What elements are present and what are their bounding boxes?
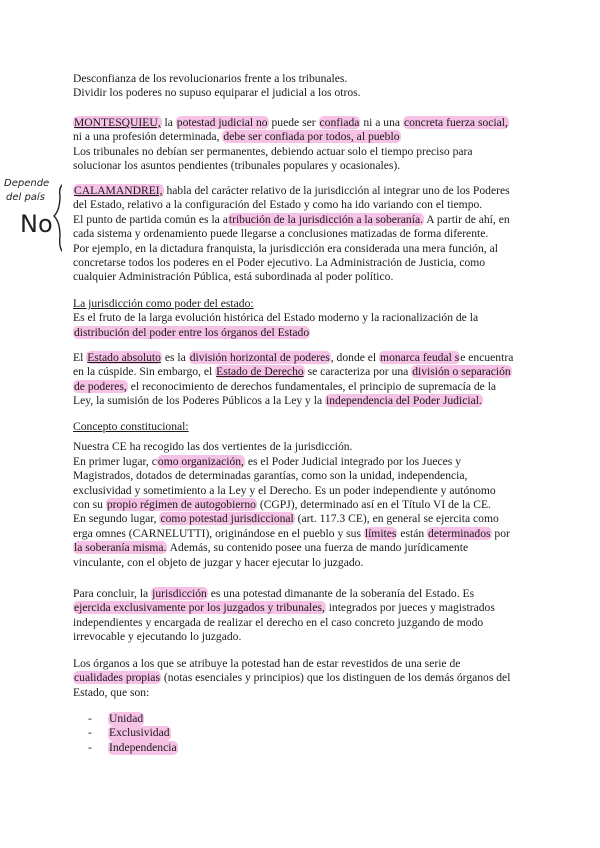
intro-line-1: Desconfianza de los revolucionarios frente a los tribunales. xyxy=(73,72,348,85)
montesquieu-paragraph xyxy=(73,116,525,174)
absoluto-line-1: El Estado absoluto es la división horizontal de poderes, donde el monarca feudal se encuentra xyxy=(73,351,514,364)
calamandrei-line-5: Por ejemplo, en la dictadura franquista, la jurisdicción era considerada una mera función, al xyxy=(73,241,498,255)
constitucional-heading: Concepto constitucional: xyxy=(73,420,189,433)
margin-note-no: No xyxy=(20,210,53,238)
constitucional-line-8: la soberanía misma. Además, su contenido posee una fuerza de mando jurídicamente xyxy=(74,541,469,555)
intro-line-2: Dividir los poderes no supuso equiparar el judicial a los otros. xyxy=(73,86,361,100)
calamandrei-line-3: El punto de partida común es la atribución de la jurisdicción a la soberanía. A partir de ahí, en xyxy=(73,212,510,226)
poder-estado-heading: La jurisdicción como poder del estado: xyxy=(73,297,254,310)
organos-paragraph xyxy=(73,657,525,700)
intro-paragraph xyxy=(73,72,525,101)
handwritten-margin-note xyxy=(2,174,62,264)
brace-icon xyxy=(54,182,62,256)
calamandrei-line-7: cualquier Administración Pública, está subordinada al poder político. xyxy=(73,270,394,284)
montesquieu-line-3: Los tribunales no debían ser permanentes, debiendo actuar solo el tiempo preciso para xyxy=(73,144,473,158)
calamandrei-line-6: concretarse todos los poderes en el Poder ejecutivo. La Administración de Justicia, como xyxy=(73,256,486,270)
calamandrei-line-2: del Estado, relativo a la configuración del Estado y como ha ido variando con el tiempo. xyxy=(73,198,483,212)
montesquieu-line-2: ni a una profesión determinada, debe ser confiada por todos, al pueblo xyxy=(73,130,400,144)
calamandrei-line-4: cada sistema y ordenamiento puede llegarse a conclusiones matizadas de forma diferente. xyxy=(73,227,489,241)
poder-estado-line-2: distribución del poder entre los órganos del Estado xyxy=(74,325,310,339)
list-item-label: Exclusividad xyxy=(109,726,170,740)
list-item: - Independencia xyxy=(88,740,177,754)
constitucional-line-9: vinculante, con el objeto de juzgar y hacer ejecutar lo juzgado. xyxy=(73,555,364,569)
constitucional-line-3: Magistrados, dotados de determinadas garantías, como son la unidad, independencia, xyxy=(73,469,468,483)
montesquieu-line-1: MONTESQUIEU, la potestad judicial no puede ser confiada ni a una concreta fuerza social, xyxy=(74,116,508,129)
constitucional-line-6: En segundo lugar, como potestad jurisdiccional (art. 117.3 CE), en general se ejercita como xyxy=(73,512,499,526)
organos-line-1: Los órganos a los que se atribuye la potestad han de estar revestidos de una serie de xyxy=(73,657,461,670)
poder-estado-line-1: Es el fruto de la larga evolución histórica del Estado moderno y la racionalización de la xyxy=(73,311,479,325)
organos-line-2: cualidades propias (notas esenciales y principios) que los distinguen de los demás órganos del xyxy=(74,671,511,685)
concepto-constitucional-section xyxy=(73,420,525,570)
montesquieu-line-4: solucionar los asuntos pendientes (tribunales populares y ocasionales). xyxy=(73,159,401,173)
montesquieu-name: MONTESQUIEU, xyxy=(74,116,161,129)
list-item-label: Independencia xyxy=(109,740,177,754)
constitucional-line-2: En primer lugar, como organización, es el Poder Judicial integrado por los Jueces y xyxy=(73,454,462,468)
concluir-paragraph xyxy=(73,587,525,645)
concluir-line-4: irrevocable y ejecutando lo juzgado. xyxy=(73,630,242,644)
list-item: - Exclusividad xyxy=(88,726,170,740)
absoluto-line-4: Ley, la sumisión de los Poderes Públicos a la Ley y la independencia del Poder Judicial. xyxy=(73,394,482,408)
calamandrei-line-1: CALAMANDREI, habla del carácter relativo de la jurisdicción al integrar uno de los Poderes xyxy=(74,184,510,197)
concluir-line-2: ejercida exclusivamente por los juzgados y tribunales, integrados por jueces y magistrados xyxy=(74,601,495,615)
absoluto-line-2: en la cúspide. Sin embargo, el Estado de Derecho se caracteriza por una división o separación xyxy=(73,365,511,379)
organos-line-3: Estado, que son: xyxy=(73,685,150,699)
constitucional-line-7: erga omnes (CARNELUTTI), originándose en el pueblo y sus límites están determinados por xyxy=(73,526,510,540)
margin-note-line1: Depende xyxy=(4,178,50,189)
margin-note-line2: del país xyxy=(6,192,45,203)
cualidades-list xyxy=(88,712,178,755)
list-item: - Unidad xyxy=(88,712,144,725)
concluir-line-3: independientes y encargada de realizar el derecho en el caso concreto juzgando de modo xyxy=(73,615,484,629)
calamandrei-paragraph xyxy=(73,184,525,285)
concluir-line-1: Para concluir, la jurisdicción es una potestad dimanante de la soberanía del Estado. Es xyxy=(73,587,475,600)
estado-absoluto-paragraph xyxy=(73,351,525,409)
calamandrei-name: CALAMANDREI, xyxy=(74,184,163,197)
list-item-label: Unidad xyxy=(109,712,144,725)
constitucional-line-4: exclusividad y sometimiento a la Ley y el Derecho. Es un poder independiente y autónomo xyxy=(73,483,496,497)
absoluto-line-3: de poderes, el reconocimiento de derechos fundamentales, el principio de supremacía de la xyxy=(74,379,497,393)
poder-estado-section xyxy=(73,297,525,340)
constitucional-line-5: con su propio régimen de autogobierno (CGPJ), determinado así en el Título VI de la CE. xyxy=(73,498,491,512)
constitucional-line-1: Nuestra CE ha recogido las dos vertientes de la jurisdicción. xyxy=(73,440,353,454)
